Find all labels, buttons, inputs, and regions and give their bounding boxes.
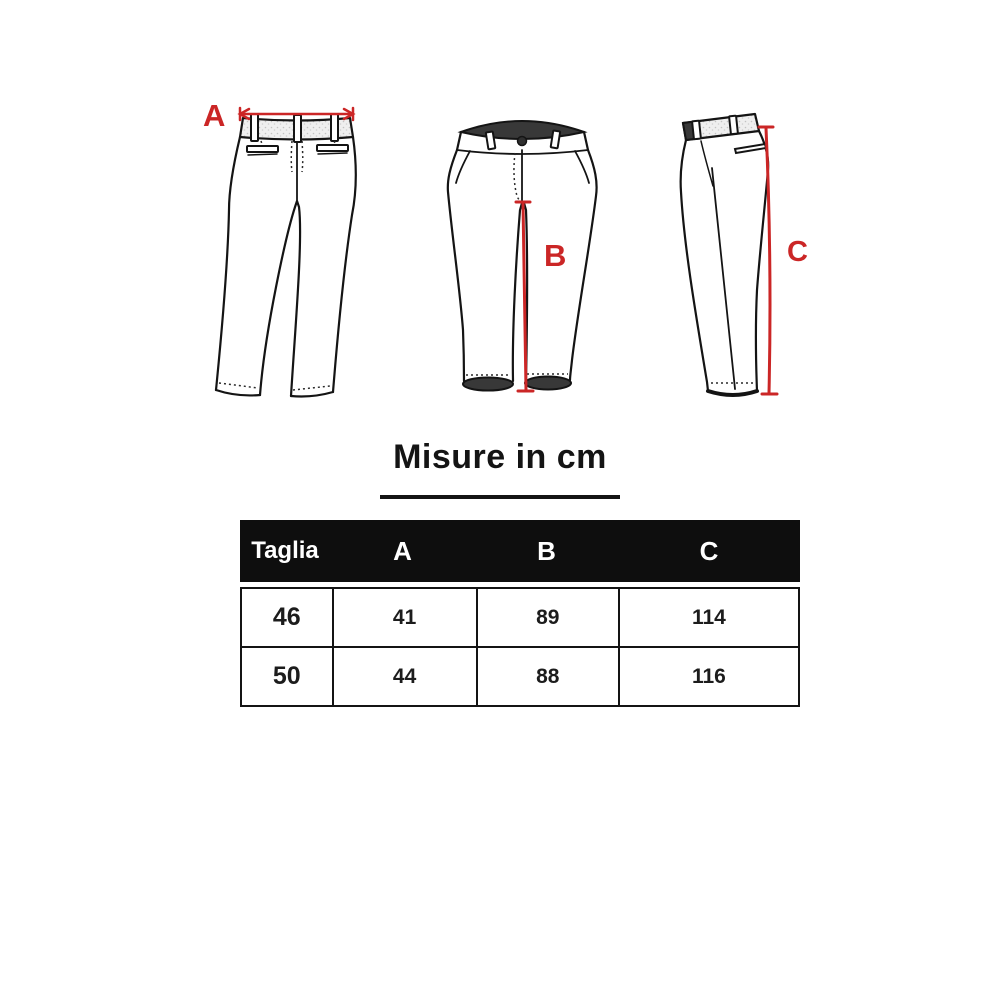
title-block	[300, 438, 700, 499]
measure-label-a: A	[203, 98, 226, 133]
cell-measure-a: 41	[333, 588, 477, 647]
pants-front-view-illustration	[448, 121, 597, 391]
table-row-size-46	[241, 588, 799, 647]
pants-illustrations	[0, 0, 1000, 430]
measure-label-b: B	[544, 238, 567, 273]
cell-measure-a: 44	[333, 647, 477, 706]
button-detail	[518, 137, 527, 146]
column-header-c: C	[699, 535, 719, 566]
cell-measure-b: 88	[477, 647, 619, 706]
cell-size: 46	[241, 588, 333, 647]
size-table-header	[240, 520, 800, 582]
pants-back-view-illustration	[216, 108, 356, 397]
page-title: Misure in cm	[393, 438, 607, 476]
measure-label-c: C	[787, 236, 808, 268]
cell-measure-c: 116	[619, 647, 799, 706]
column-header-b: B	[537, 535, 556, 566]
outseam-measure-line	[759, 127, 777, 394]
table-row-size-50	[241, 647, 799, 706]
cell-measure-b: 89	[477, 588, 619, 647]
title-underline	[380, 495, 620, 499]
column-header-a: A	[393, 535, 412, 566]
column-header-taglia: Taglia	[251, 537, 319, 564]
cell-measure-c: 114	[619, 588, 799, 647]
pants-side-view-illustration	[681, 114, 777, 395]
size-table-body	[240, 587, 800, 707]
cell-size: 50	[241, 647, 333, 706]
size-table	[240, 520, 800, 707]
